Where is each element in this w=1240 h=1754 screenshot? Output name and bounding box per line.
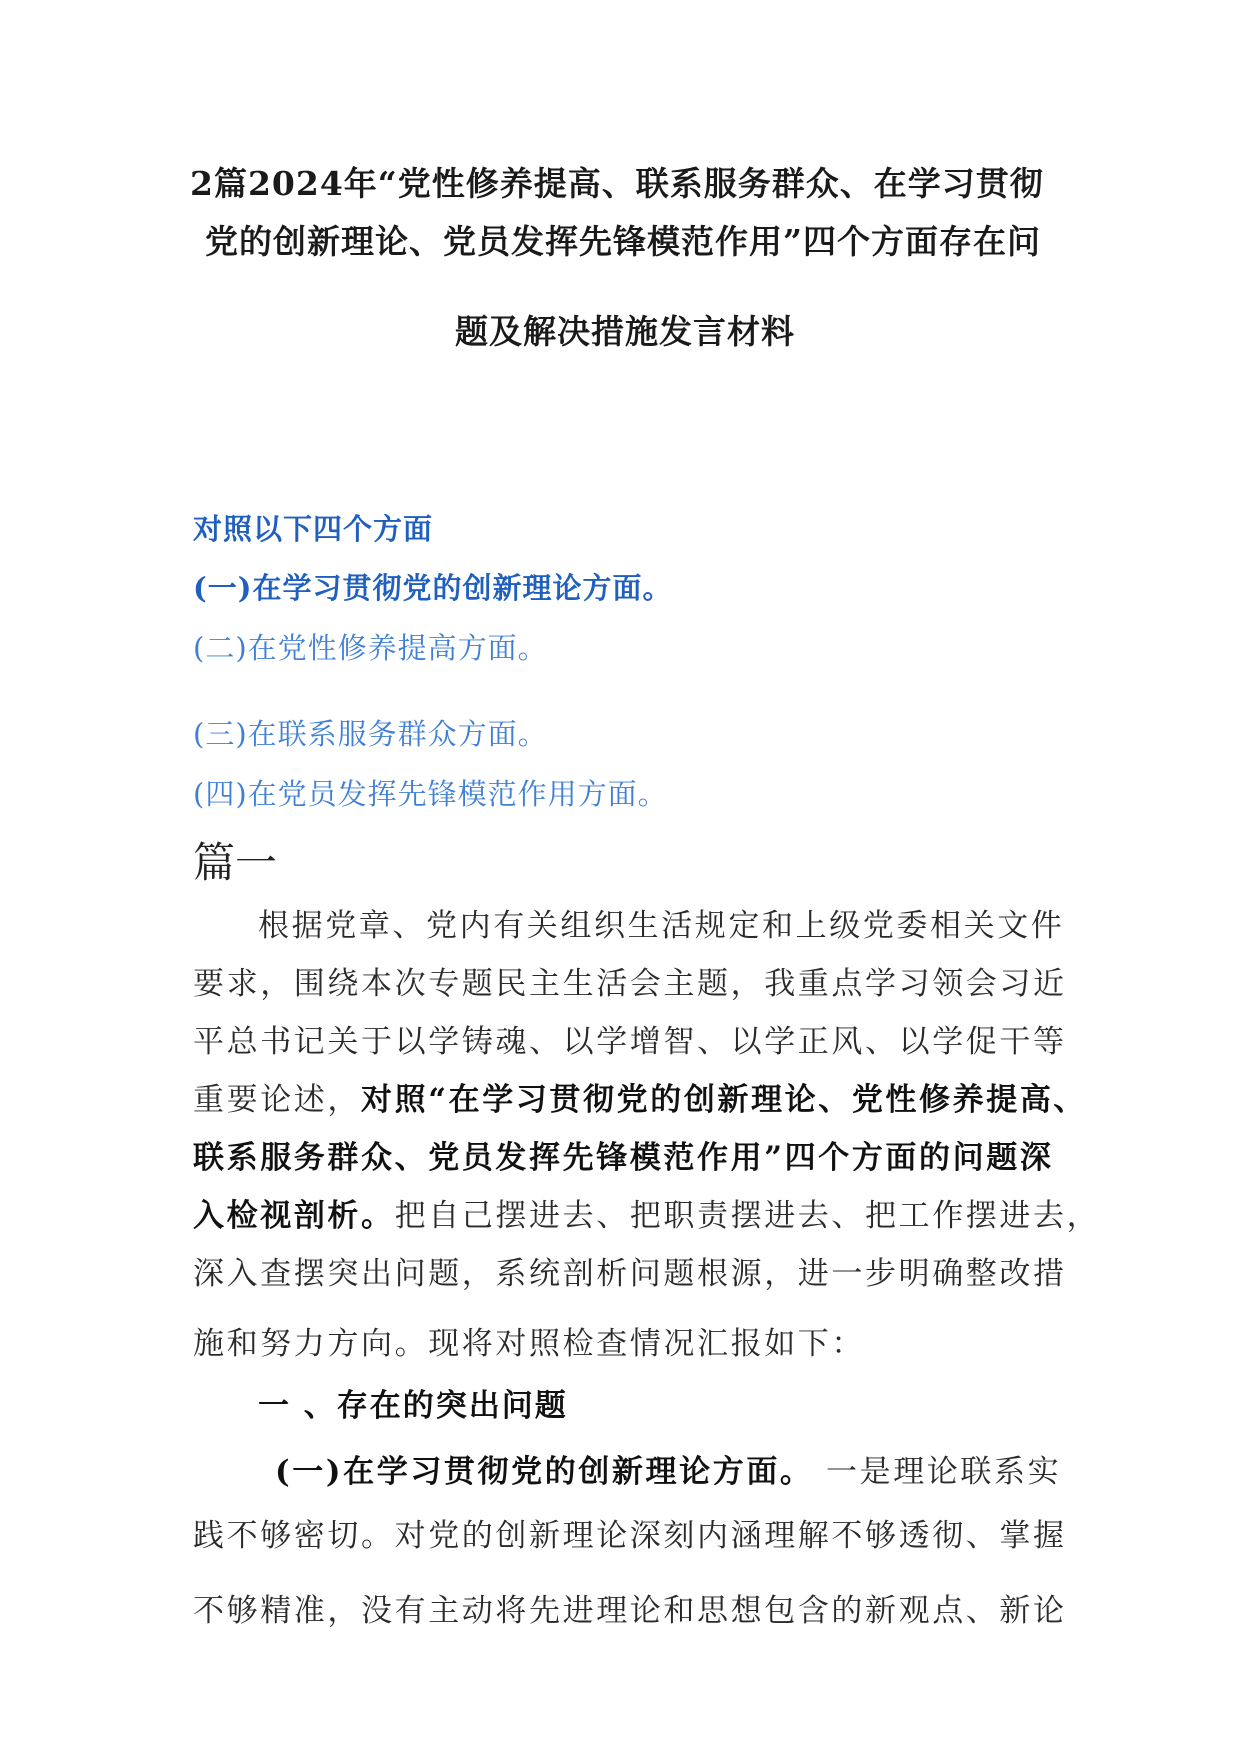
body-bold-text: 对照“在学习贯彻党的创新理论、党性修养提高、 (361, 1082, 1088, 1118)
document-title-line-2: 党的创新理论、党员发挥先锋模范作用”四个方面存在问 (205, 222, 1041, 261)
aspect-item-2: (二)在党性修养提高方面。 (193, 631, 548, 665)
body-paragraph-line (193, 1074, 1088, 1119)
aspect-item-4: (四)在党员发挥先锋模范作用方面。 (193, 777, 668, 811)
body-text: 一是理论联系实 (813, 1454, 1062, 1490)
body-bold-text: (一)在学习贯彻党的创新理论方面。 (275, 1454, 814, 1490)
body-paragraph-line: 平总书记关于以学铸魂、以学增智、以学正风、以学促干等 (193, 1024, 1067, 1060)
body-paragraph-line: 要求，围绕本次专题民主生活会主题，我重点学习领会习近 (193, 966, 1067, 1002)
body-paragraph-line: 践不够密切。对党的创新理论深刻内涵理解不够透彻、掌握 (193, 1518, 1067, 1554)
body-paragraph-line: 施和努力方向。现将对照检查情况汇报如下： (193, 1326, 865, 1362)
body-paragraph-line: 不够精准，没有主动将先进理论和思想包含的新观点、新论 (193, 1593, 1067, 1629)
section-subheading: 一 、存在的突出问题 (258, 1388, 568, 1424)
body-bold-text: 入检视剖析。 (193, 1198, 395, 1234)
aspects-heading: 对照以下四个方面 (193, 512, 434, 546)
body-text: 把自己摆进去、把职责摆进去、把工作摆进去， (394, 1198, 1101, 1234)
aspect-item-1: (一)在学习贯彻党的创新理论方面。 (193, 571, 673, 605)
body-paragraph-line: 深入查摆突出问题，系统剖析问题根源，进一步明确整改措 (193, 1256, 1067, 1292)
aspect-item-3: (三)在联系服务群众方面。 (193, 717, 548, 751)
document-title-line-3: 题及解决措施发言材料 (455, 312, 795, 351)
body-paragraph-line: 根据党章、党内有关组织生活规定和上级党委相关文件 (258, 908, 1065, 944)
body-paragraph-line (275, 1446, 1133, 1491)
body-paragraph-line (193, 1132, 1054, 1177)
body-paragraph-line (193, 1190, 1101, 1235)
body-bold-text: 联系服务群众、党员发挥先锋模范作用”四个方面的问题深 (193, 1140, 1054, 1176)
body-text: 重要论述， (193, 1082, 361, 1118)
document-title-line-1: 2篇2024年“党性修养提高、联系服务群众、在学习贯彻 (190, 164, 1044, 203)
section-label: 篇一 (193, 838, 278, 887)
